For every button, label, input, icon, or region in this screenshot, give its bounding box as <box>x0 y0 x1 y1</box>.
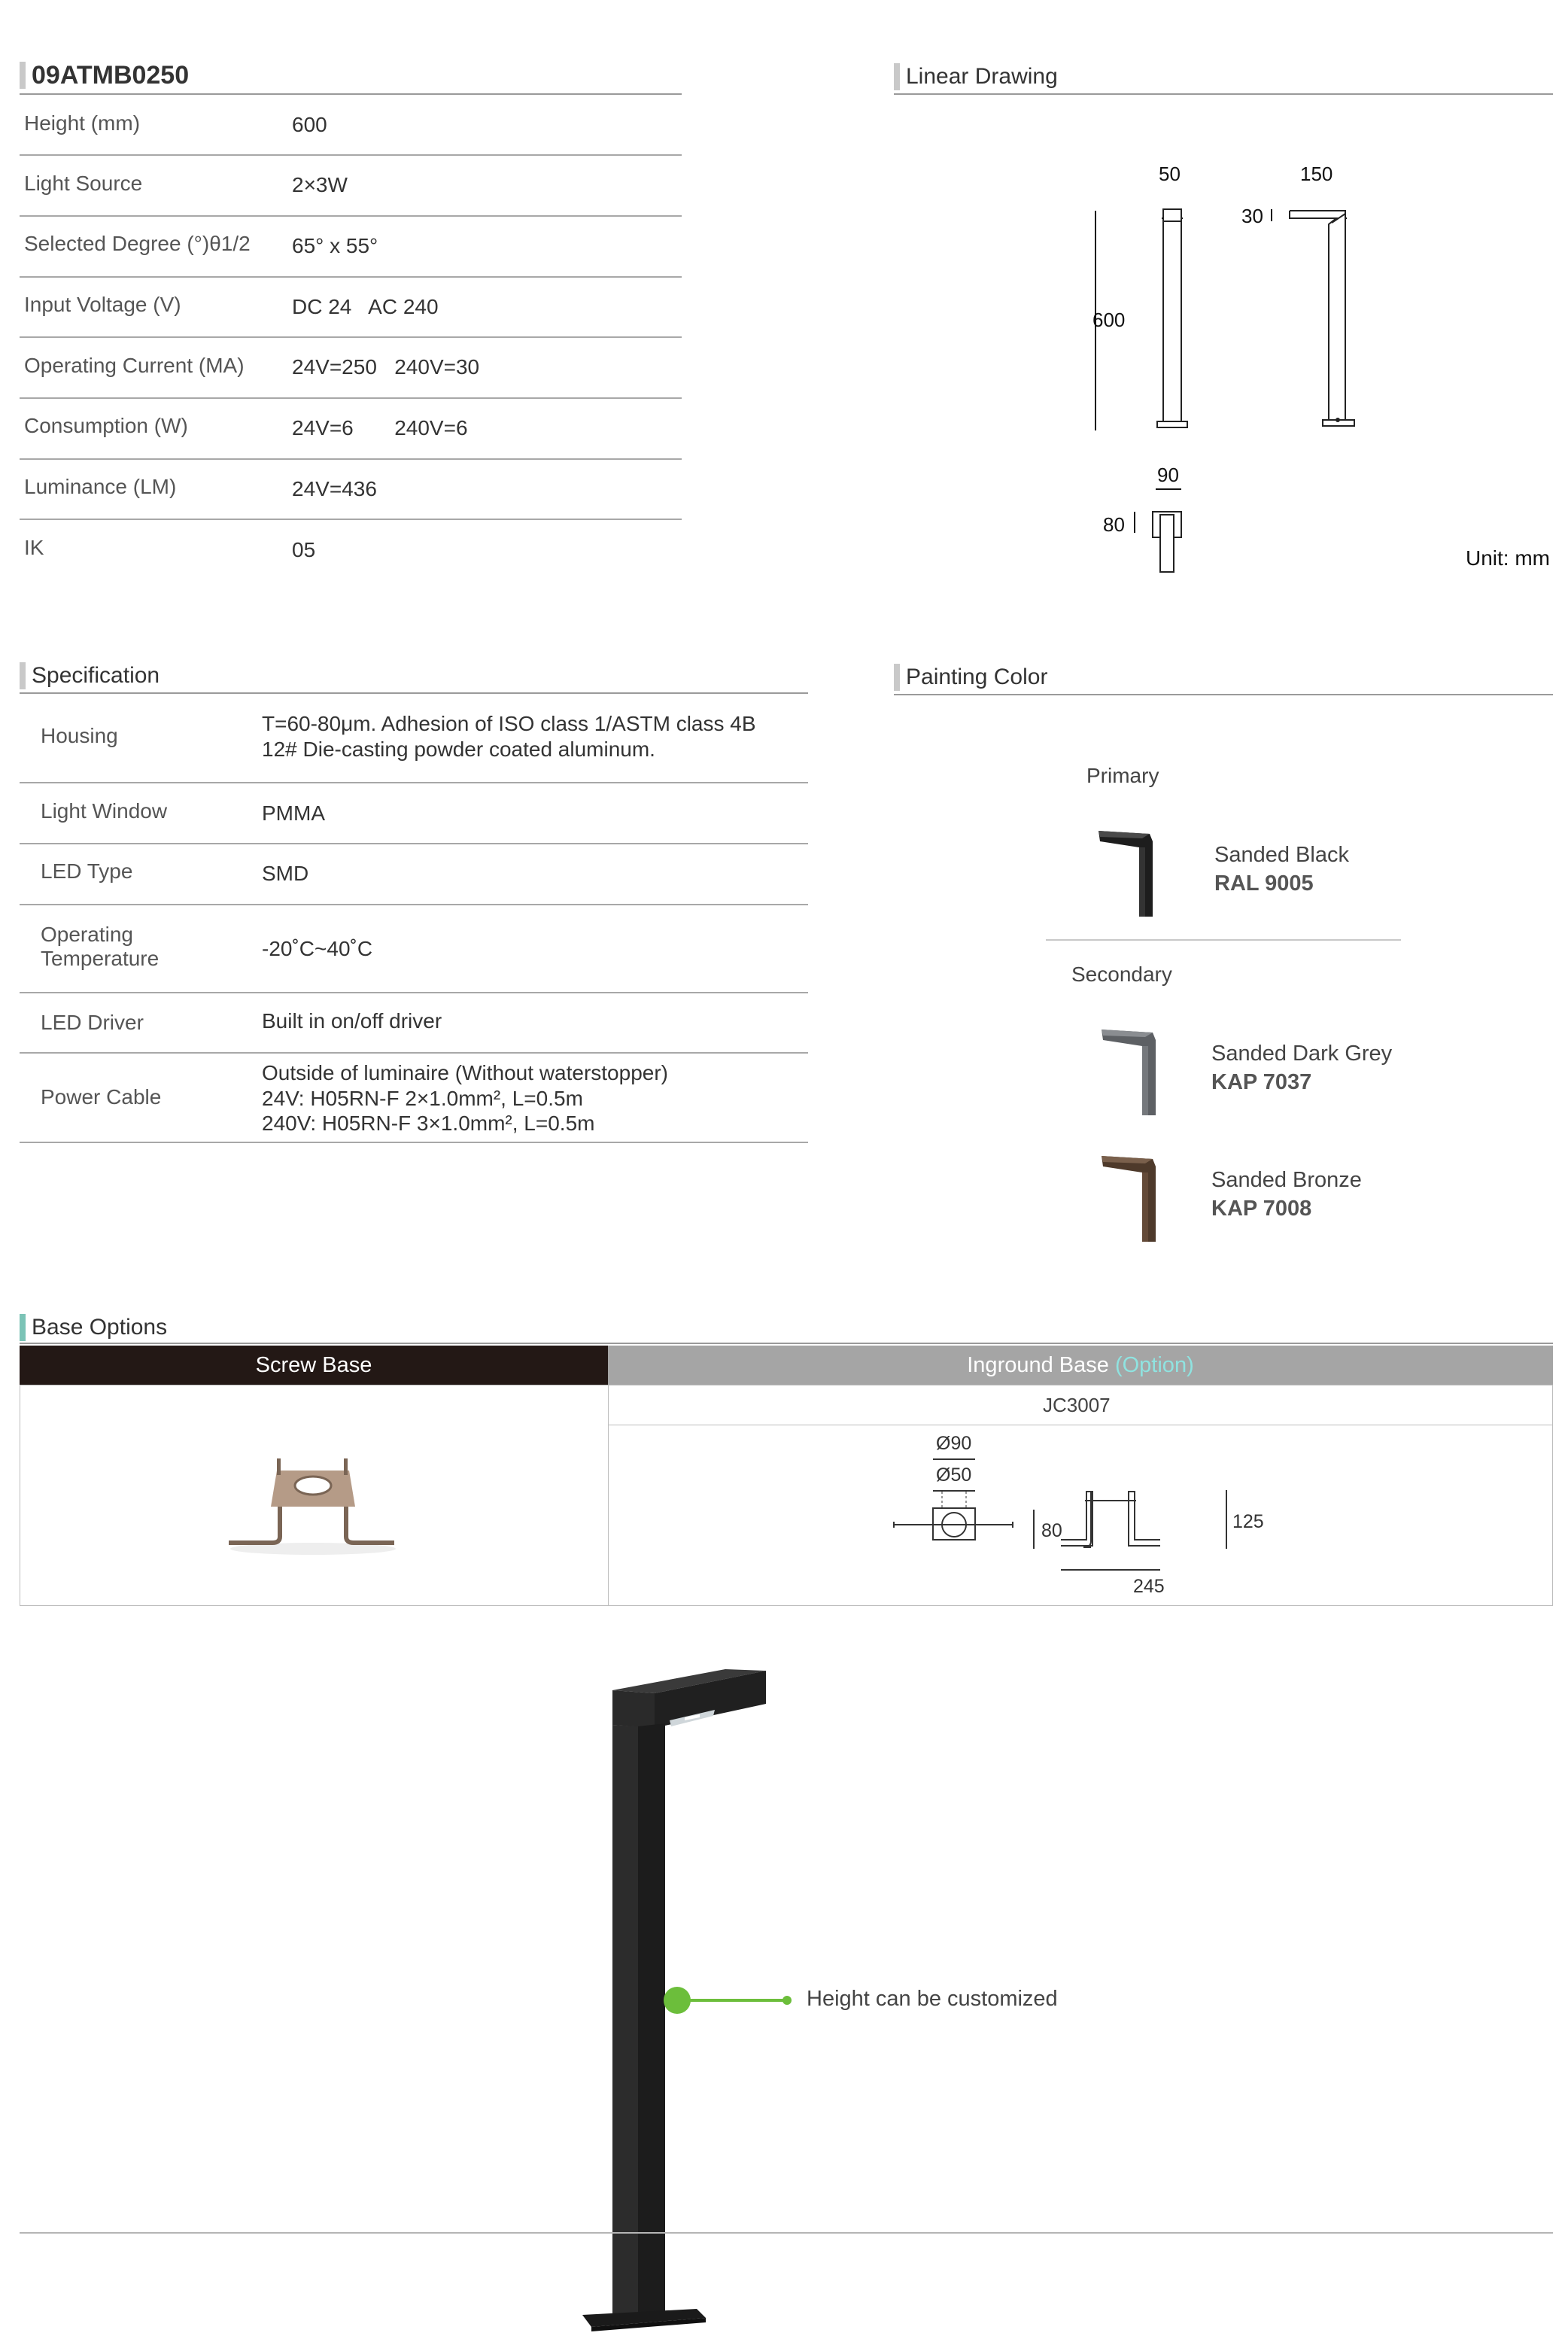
inground-height: 125 <box>1232 1511 1264 1532</box>
param-divider <box>20 276 682 278</box>
ground-line <box>20 2232 1553 2234</box>
param-divider <box>20 519 682 520</box>
color-code: RAL 9005 <box>1214 871 1314 896</box>
spec-label: Temperature <box>41 947 160 970</box>
linear-drawing-underline <box>894 93 1553 95</box>
spec-divider <box>20 1052 808 1054</box>
specification-title: Specification <box>20 659 160 692</box>
base-options-title: Base Options <box>20 1311 167 1344</box>
spec-value-line: 12# Die-casting powder coated aluminum. <box>262 738 655 761</box>
product-code-title <box>20 59 189 92</box>
param-label: Operating Current (MA) <box>24 354 245 377</box>
spec-divider <box>20 1142 808 1143</box>
spec-divider <box>20 843 808 844</box>
secondary-label: Secondary <box>1071 963 1172 986</box>
color-divider <box>1046 939 1401 941</box>
param-label: IK <box>24 536 44 559</box>
color-swatch-black <box>1095 828 1156 918</box>
inground-width: 245 <box>1133 1576 1165 1597</box>
spec-value-line: Built in on/off driver <box>262 1009 442 1033</box>
spec-value-line: SMD <box>262 862 309 885</box>
inground-outer-dia: Ø90 <box>936 1433 972 1454</box>
param-value: 600 <box>292 113 327 136</box>
spec-value-line: 240V: H05RN-F 3×1.0mm², L=0.5m <box>262 1112 595 1135</box>
spec-label: LED Driver <box>41 1011 144 1034</box>
spec-value-line: Outside of luminaire (Without waterstopper) <box>262 1061 668 1084</box>
spec-divider <box>20 782 808 783</box>
param-divider <box>20 397 682 399</box>
dim-head-height: 30 <box>1241 205 1263 227</box>
screw-base-illustration <box>223 1448 403 1561</box>
param-label: Light Source <box>24 172 143 195</box>
color-name: Sanded Black <box>1214 843 1349 867</box>
spec-value-line: 24V: H05RN-F 2×1.0mm², L=0.5m <box>262 1087 583 1110</box>
linear-drawing-title: Linear Drawing <box>894 60 1058 93</box>
dim-side-width: 150 <box>1300 163 1333 185</box>
param-divider <box>20 336 682 338</box>
spec-divider <box>20 904 808 905</box>
param-value: DC 24 AC 240 <box>292 295 439 318</box>
primary-label: Primary <box>1086 764 1159 787</box>
dim-height: 600 <box>1092 309 1126 331</box>
param-divider <box>20 215 682 217</box>
inground-base-header: Inground Base (Option) <box>608 1346 1553 1385</box>
color-code: KAP 7037 <box>1211 1070 1312 1094</box>
painting-color-title: Painting Color <box>894 661 1047 694</box>
dim-front-width: 50 <box>1159 163 1181 185</box>
spec-label: Power Cable <box>41 1085 162 1109</box>
inground-code: JC3007 <box>1043 1394 1111 1416</box>
spec-label: Housing <box>41 724 118 747</box>
spec-divider <box>20 992 808 993</box>
inground-depth: 80 <box>1041 1520 1062 1541</box>
color-swatch-bronze <box>1099 1153 1159 1243</box>
param-value: 2×3W <box>292 173 348 196</box>
param-value: 24V=436 <box>292 477 377 500</box>
dim-base-depth: 80 <box>1103 513 1125 536</box>
color-swatch-dark-grey <box>1099 1026 1159 1117</box>
dim-base-width: 90 <box>1157 464 1179 486</box>
base-options-underline <box>20 1343 1553 1344</box>
param-value: 24V=6 240V=6 <box>292 416 468 439</box>
spec-value-line: T=60-80μm. Adhesion of ISO class 1/ASTM class 4B <box>262 712 756 735</box>
color-code: KAP 7008 <box>1211 1197 1312 1221</box>
painting-color-underline <box>894 694 1553 695</box>
color-name: Sanded Bronze <box>1211 1168 1362 1192</box>
spec-label: LED Type <box>41 859 133 883</box>
product-code: 09ATMB0250 <box>32 61 190 90</box>
product-code-underline <box>20 93 682 95</box>
spec-label: Light Window <box>41 799 168 823</box>
param-value: 65° x 55° <box>292 234 378 257</box>
param-label: Height (mm) <box>24 111 141 135</box>
param-value: 05 <box>292 538 316 561</box>
param-divider <box>20 154 682 156</box>
color-name: Sanded Dark Grey <box>1211 1042 1393 1066</box>
linear-drawing-svg <box>1083 196 1399 587</box>
spec-label: Operating <box>41 923 133 946</box>
param-label: Luminance (LM) <box>24 475 177 498</box>
spec-value-line: PMMA <box>262 801 325 825</box>
callout-pointer <box>662 1985 798 2015</box>
param-label: Consumption (W) <box>24 414 188 437</box>
spec-value-line: -20˚C~40˚C <box>262 937 373 960</box>
unit-label: Unit: mm <box>1466 546 1550 570</box>
param-value: 24V=250 240V=30 <box>292 355 480 379</box>
height-custom-note: Height can be customized <box>807 1987 1058 2011</box>
param-label: Selected Degree (°)θ1/2 <box>24 232 251 255</box>
param-label: Input Voltage (V) <box>24 293 181 316</box>
param-divider <box>20 458 682 460</box>
inground-inner-dia: Ø50 <box>936 1464 972 1486</box>
screw-base-header: Screw Base <box>20 1346 608 1385</box>
specification-underline <box>20 692 808 694</box>
inground-option-tag: (Option) <box>1114 1353 1194 1377</box>
